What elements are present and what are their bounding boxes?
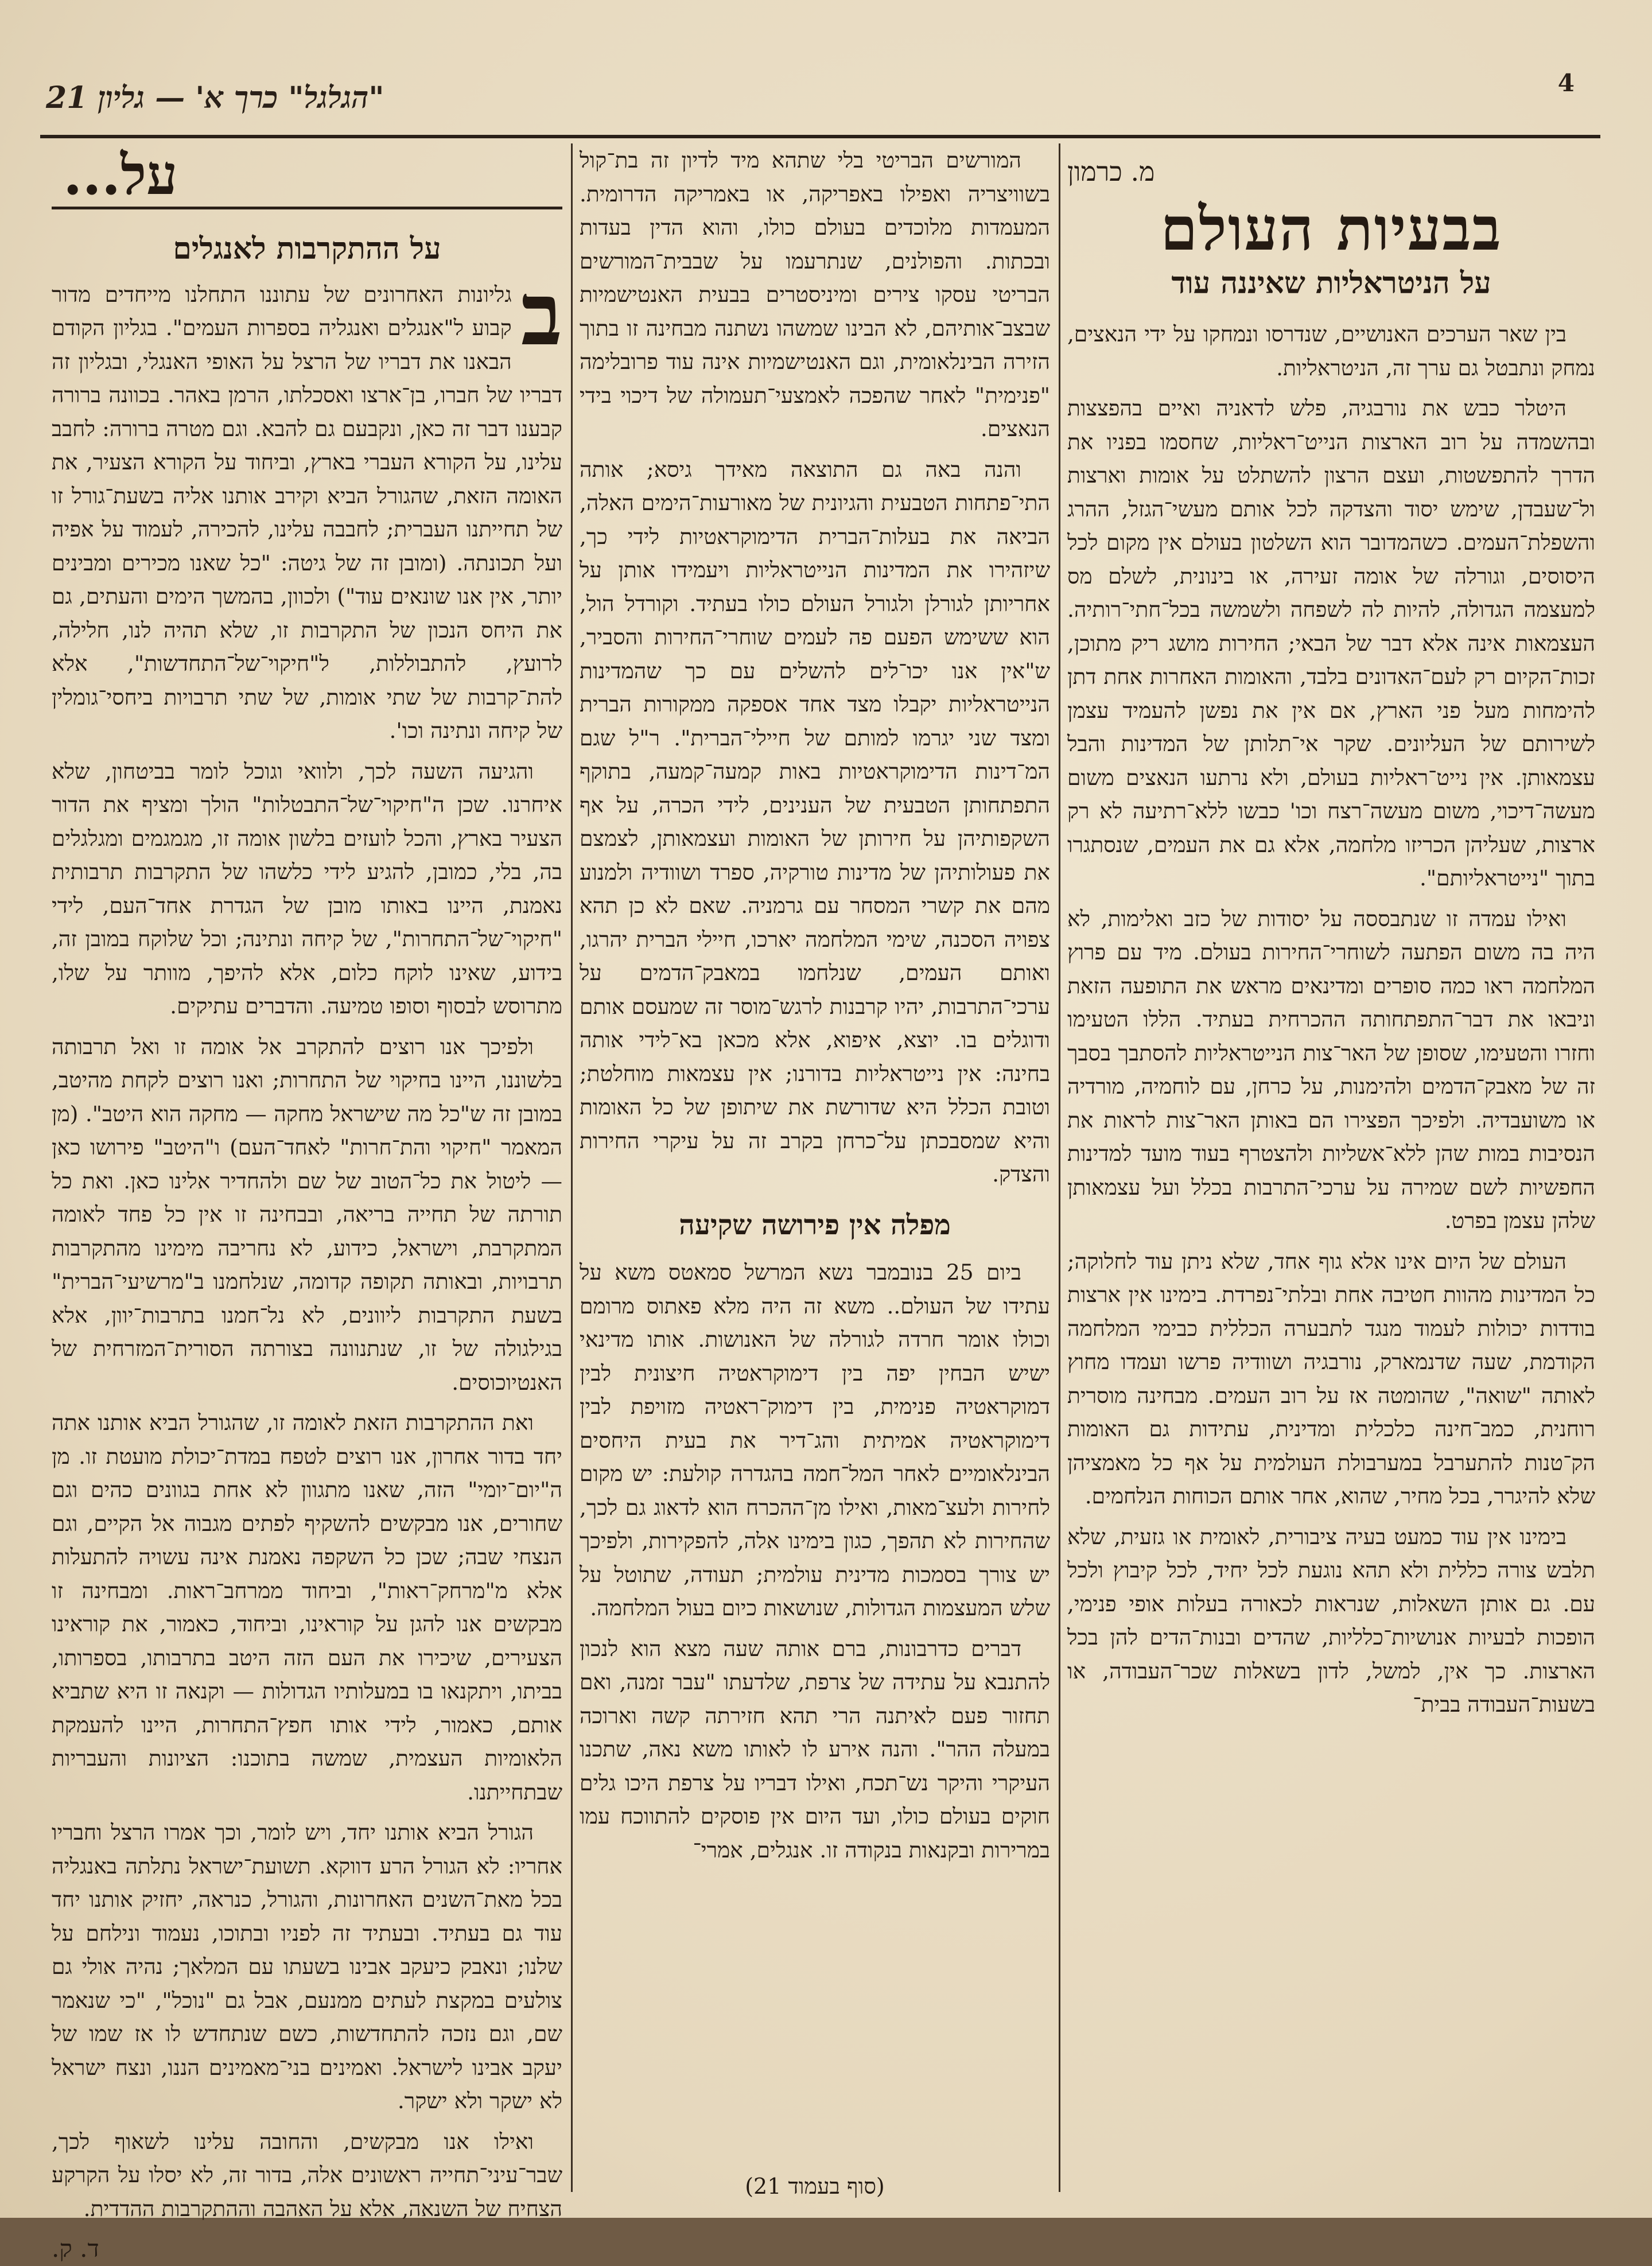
- column-logo: על...: [52, 143, 562, 209]
- paragraph: היטלר כבש את נורבגיה, פלש לדאניה ואיים בהפצצות ובהשמדה על רוב הארצות הנייט־ראליות, שחסמו בפניו את הדרך להתפשטות, ועצם הרצון להשתלט על אומות וארצות ול־שעבדן, שימש יסוד והצדקה לכל אותם מעשי־הגזל, ההרג והשפלת־העמים. כשהמדובר הוא השלטון בעולם אין מקום לכל היסוסים, וגורלה של אומה זעירה, או בינונית, לשלם מס למעצמה הגדולה, להיות לה לשפחה ולשמשה בכל־חתי־רותיה. העצמאות אינה אלא דבר של הבאי; החירות מושג ריק מתוכן, זכות־הקיום רק לעם־האדונים בלבד, והאומות האחרות אחת דתן להימחות מעל פני הארץ, אם אין את נפשן להעמיד עצמן לשירותם של העליונים. שקר אי־תלותן של המדינות והבל עצמאותן. אין נייט־ראליות בעולם, ולא נרתעו הנאצים משום מעשה־דיכוי, משום מעשה־רצח וכו' כבשו ללא־רתיעה לא רק ארצות, שעליהן הכריזו מלחמה, אלא גם את העמים, שנסתגרו בתוך "נייטראליותם".: [1067, 395, 1595, 891]
- article-author: מ. כרמון: [1067, 156, 1155, 187]
- editorial-heading: על ההתקרבות לאנגלים: [173, 231, 441, 266]
- paragraph-text: גליונות האחרונים של עתוננו התחלנו מייחדים מדור קבוע ל"אנגלים ואנגליה בספרות העמים". בגליון הקודם הבאנו את דבריו של הרצל על האופי האנגלי, ובגליון זה דבריו של חברו, בן־ארצו ואסכלתו, הרמן באהר. בכוונה ברורה קבענו דבר זה כאן, ונקבעם גם להבא. וגם מטרה ברורה: לחבב עלינו, על הקורא העברי בארץ, וביחוד על הקורא הצעיר, את האומה הזאת, שהגורל הביא וקירב אותנו אליה בשעת־גורל זו של תחייתנו העברית; לחבבה עלינו, להכירה, לעמוד על אפיה ועל תכונתה. (ומובן זה של גיטה: "כל שאנו מכירים ומבינים יותר, אין אנו שונאים עוד") ולכוון, בהמשך הימים והעתים, גם את היחס הנכון של התקרבות זו, שלא תהיה לנו, חלילה, לרועץ, להתבוללות, ל"חיקוי־של־התחדשות", אלא להת־קרבות של שתי אומות, של שתי תרבויות ביחסי־גומלין של קיחה ונתינה וכו'.: [52, 281, 562, 743]
- page-number: 4: [1557, 69, 1575, 97]
- paragraph: המורשים הבריטי בלי שתהא מיד לדיון זה בת־קול בשוויצריה ואפילו באפריקה, או באמריקה הדרומית. המעמדות מלוכדים בעולם כולו, והוא הדין בעדות ובכתות. והפולנים, שנתרעמו על שבבית־המורשים הבריטי עסקו צירים ומיניסטרים בבעית האנטישמיות שבצב־אותיהם, לא הבינו שמשהו נשתנה מבחינה זו בתוך הזירה הבינלאומית, וגם האנטישמיות אינה עוד פרובלימה "פנימית" לאחר שהפכה לאמצעי־תעמולה של דיכוי בידי הנאצים.: [580, 147, 1050, 441]
- paragraph: בין שאר הערכים האנושיים, שנדרסו ונמחקו על ידי הנאצים, נמחק ונתבטל גם ערך זה, הניטראליות.: [1067, 321, 1595, 380]
- continued-on-page: (סוף בעמוד 21): [745, 2174, 885, 2199]
- section-heading: מפלה אין פירושה שקיעה: [679, 1208, 951, 1241]
- left-column: [52, 142, 562, 2263]
- drop-cap: ב: [520, 263, 562, 365]
- paragraph: הגורל הביא אותנו יחד, ויש לומר, וכך אמרו הרצל וחבריו אחריו: לא הגורל הרע דווקא. תשועת־ישראל נתלתה באנגליה בכל מאת־השנים האחרונות, והגורל, כנראה, יחזיק אותנו יחד עוד גם בעתיד. ובעתיד זה לפניו ובתוכו, נעמוד ונילחם על שלנו; ונאבק כיעקב אבינו בשעתו עם המלאך; נהיה אולי גם צולעים במקצת לעתים ממנעם, אבל גם "נוכל", "כי שנאמר שם, וגם נזכה להתחדשות, כשם שנתחדש לו אז שמו של יעקב אבינו לישראל. ואמינים בני־מאמינים הננו, ונצח ישראל לא ישקר ולא ישקר.: [52, 1820, 562, 2113]
- column-divider: [571, 143, 573, 2192]
- article-subtitle: על הניטראליות שאיננה עוד: [1171, 265, 1491, 301]
- paragraph: ולפיכך אנו רוצים להתקרב אל אומה זו ואל תרבותה בלשוננו, היינו בחיקוי של התחרות; ואנו רוצים לקחת מהיטב, במובן זה ש"כל מה שישראל מחקה — מחקה הוא היטב". (מן המאמר "חיקוי והת־חרות" לאחד־העם) ו"היטב" פירושו כאן — ליטול את כל־הטוב של שם ולהחדיר אלינו כאן. ואת כל תורתה של תחייה בריאה, ובבחינה זו אין כל פחד לאומה המתקרבת, וישראל, כידוע, לא נחריבה מימינו מהתקרבות תרבויות, ובאותה תקופה קדומה, שנלחמנו ב"מרשיעי־הברית" בשעת התקרבות ליוונים, לא נל־חמנו בתרבות־יוון, אלא בגילגולה של זו, שנתנוונה בצורתה הסורית־המזרחית של האנטיוכוסים.: [52, 1033, 562, 1395]
- paragraph: דברים כדרבונות, ברם אותה שעה מצא הוא לנכון להתנבא על עתידה של צרפת, שלדעתו "עבר זמנה, ואם תחזור פעם לאיתנה הרי תהא חזירתה קשה וארוכה במעלה ההר". והנה אירע לו לאותו משא נאה, שתכנו העיקרי והיקר נש־תכח, ואילו דבריו על צרפת היכו גלים חוקים בעולם כולו, ועד היום אין פוסקים להתווכח עמו במרירות ובקנאות בנקודה זו. אנגלים, אמרי־: [580, 1635, 1050, 1863]
- middle-column: [580, 143, 1050, 2163]
- paragraph: ואילו אנו מבקשים, והחובה עלינו לשאוף לכך, שבר־עיני־תחייה ראשונים אלה, בדור זה, לא יסלו על הקרקע הצחיח של השנאה, אלא על האהבה וההתקרבות ההדדית.: [52, 2128, 562, 2221]
- article-body: [1067, 317, 1595, 2142]
- paragraph: ביום 25 בנובמבר נשא המרשל סמאטס משא על עתידו של העולם.. משא זה היה מלא פאתוס מרומם וכולו אומר חרדה לגורלה של האנושות. אותו מדינאי ישיש הבחין יפה בין דימוקראטיה חיצונית לבין דמוקראטיה פנימית, בין דימוק־ראטיה מזויפת לבין דימוקראטיה אמיתית והג־דיר את בעית היחסים הבינלאומיים לאחר המל־חמה בהגדרה קולעת: יש מקום לחירות ולעצ־מאות, ואילו מן־ההכרח הוא לדאוג גם לכך, שהחירות לא תהפך, כגון בימינו אלה, להפקירות, ולפיכך יש צורך בסמכות מדינית עולמית; תעודה, שתוטל על שלש המעצמות הגדולות, שנושאות כיום בעול המלחמה.: [580, 1260, 1050, 1620]
- right-column: [1067, 143, 1595, 2142]
- editorial-body: [52, 263, 562, 2263]
- paragraph: העולם של היום אינו אלא גוף אחד, שלא ניתן עוד לחלוקה; כל המדינות מהוות חטיבה אחת ובלתי־נפרדת. בימינו אין ארצות בודדות יכולות לעמוד מנגד לתבערה הכללית כבימי המלחמה הקודמת, שעה שדנמארק, נורבגיה ושוודיה פרשו ועמדו מחוץ לאותה "שואה", שהומטה אז על רוב העמים. מבחינה מוסרית רוחנית, כמב־חינה כלכלית ומדינית, עתידות גם האומות הק־טנות להתערבל במערבולת העולמית על אף כל מאמציהן שלא להיגרר, בכל מחיר, שהוא, אחר אותם הכוחות הנלחמים.: [1067, 1248, 1595, 1509]
- column-divider: [1059, 143, 1060, 2192]
- paragraph: [52, 263, 562, 748]
- signoff: ד. ק.: [52, 2234, 99, 2263]
- article-title: בבעיות העולם: [1160, 193, 1502, 264]
- paragraph: ואילו עמדה זו שנתבססה על יסודות של כזב ואלימות, לא היה בה משום הפתעה לשוחרי־החירות בעולם. מיד עם פרוץ המלחמה ראו כמה סופרים ומדינאים מראש את התופעה הזאת וניבאו את דבר־התפתחותה ההכרחית בעתיד. הללו הטעימו וחזרו והטעימו, שסופן של האר־צות הנייטראליות להסתבך בסבך זה של מאבק־הדמים ולהימנות, על כרחן, עם לוחמיה, מורדיה או משועבדיה. ולפיכך הפצירו הם באותן האר־צות לראות את הנסיבות במות שהן ללא־אשליות ולהצטרף בעוד מועד למדינות החפשיות לשם שמירה על ערכי־התרבות בכלל ועל עצמאותן שלהן עצמן בפרט.: [1067, 905, 1595, 1233]
- middle-body: [580, 143, 1050, 2163]
- paragraph: והנה באה גם התוצאה מאידך גיסא; אותה התי־פתחות הטבעית והגיונית של מאורעות־הימים האלה, הביאה את בעלות־הברית הדימוקראטיות לידי כך, שיזהירו את המדינות הנייטראליות ויעמידו אותן על אחריותן לגורלן ולגורל העולם כולו בעתיד. וקורדל הול, הוא ששימש הפעם פה לעמים שוחרי־החירות והסביר, ש"אין אנו יכו־לים להשלים עם כך שהמדינות הנייטראליות יקבלו מצד אחד אספקה ממקורות הברית ומצד שני יגרמו למותם של חיילי־הברית". ר"ל שגם המ־דינות הדימוקראטיות באות קמעה־קמעה, בתוקף התפתחותן הטבעית של הענינים, לידי הכרה, על אף השקפותיהן על חירותן של האומות ועצמאותן, לצמצם את פעולותיהן של מדינות טורקיה, ספרד ושוודיה ולמנוע מהם את קשרי המסחר עם גרמניה. שאם לא כן תהא צפויה הסכנה, שימי המלחמה יארכו, חיילי הברית יהרגו, ואותם העמים, שנלחמו במאבק־הדמים על ערכי־התרבות, יהיו קרבנות לרגש־מוסר זה שמעסם אותם ודוגלים בו. יוצא, איפוא, אלא מכאן בא־לידי אותה בחינה: אין נייטראליות בדורנו; אין עצמאות מוחלטת; וטובת הכלל היא שדורשת את שיתופן של כל האומות והיא שמסבכתן על־כרחן בקרב זה על עיקרי החירות והצדק.: [580, 456, 1050, 1187]
- paragraph: בימינו אין עוד כמעט בעיה ציבורית, לאומית או גזעית, שלא תלבש צורה כללית ולא תהא נוגעת לכל יחיד, לכל קיבוץ ולכל עם. גם אותן השאלות, שנראות לכאורה בעלות אופי פנימי, הופכות לבעיות אנושיות־כלליות, שהדים ובנות־הדים להן בכל הארצות. כך אין, למשל, לדון בשאלות שכר־העבודה, או בשעות־העבודה בבית־: [1067, 1523, 1595, 1717]
- paragraph: ואת ההתקרבות הזאת לאומה זו, שהגורל הביא אותנו אתה יחד בדור אחרון, אנו רוצים לטפח במדת־יכולת מועטת זו. מן ה"יום־יומי" הזה, שאנו מתגוון לא אחת בגוונים כהים וגם שחורים, אנו מבקשים להשקיף לפתים מגבוה אל הקיים, וגם הנצחי שבה; שכן כל השקפה נאמנת אינה עשויה להתעלות אלא מ"מרחק־ראות", וביחוד ממרחב־ראות. ומבחינה זו מבקשים אנו להגן על קוראינו, וביחוד, כאמור, את קוראינו הצעירים, שיכירו את העם הזה היטב בתרבותו, בספרותו, בביתו, ויתקנאו בו במעלותיו הגדולות — וקנאה זו היא שתביא אותם, כאמור, לידי אותו חפץ־התחרות, היינו להעמקת הלאומיות העצמית, שמשה בתוכנו: הציונות והעבריות שבתחייתנו.: [52, 1410, 562, 1805]
- header-rule: [40, 135, 1600, 138]
- paragraph: והגיעה השעה לכך, ולוואי וגוכל לומר בביטחון, שלא איחרנו. שכן ה"חיקוי־של־התבטלות" הולך ומציף את הדור הצעיר בארץ, והכל לועזים בלשון אומה זו, מגמגמים ומגלגלים בה, בלי, כמובן, להגיע לידי כלשהו של התקרבות תרבותית נאמנת, היינו באותו מובן של הגדרת אחד־העם, לידי "חיקוי־של־התחרות", של קיחה ונתינה; וכל שלוקח במובן זה, בידוע, שאינו לוקח כלום, אלא להיפך, מוותר על שלו, מתרוסש לבסוף וסופו טמיעה. והדברים עתיקים.: [52, 758, 562, 1019]
- periodical-header: "הגלגל" כרך א' — גליון 21: [46, 80, 384, 115]
